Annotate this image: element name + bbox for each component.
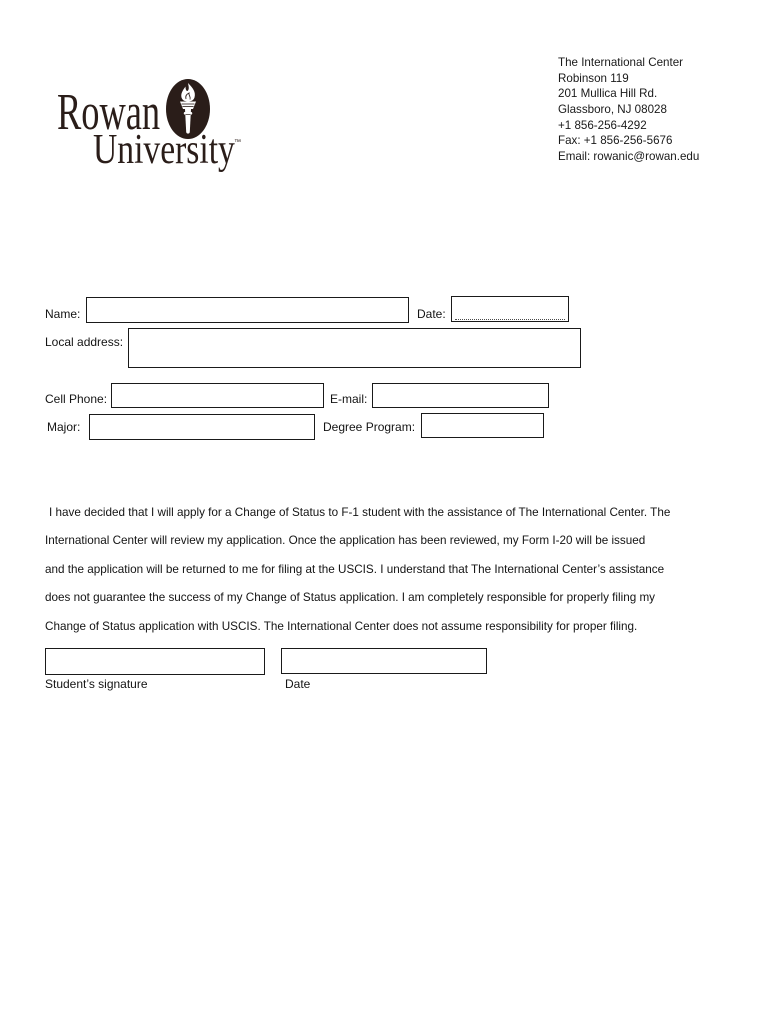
address-line-fax: Fax: +1 856-256-5676 [558,134,673,148]
statement-line: International Center will review my application. Once the application has been reviewed, my Form I-20 will be issued [45,534,646,548]
student-signature-label: Student’s signature [45,677,148,691]
address-line-street: 201 Mullica Hill Rd. [558,87,658,101]
signature-date-label: Date [285,677,311,691]
logo-wordmark-rowan: Rowan [57,84,161,141]
local-address-label: Local address: [45,335,124,349]
degree-program-field[interactable] [421,413,544,438]
email-label: E-mail: [330,392,368,406]
student-signature-field[interactable] [45,648,265,675]
date-field[interactable] [451,296,569,322]
address-line-phone: +1 856-256-4292 [558,118,647,132]
address-line-office: The International Center [558,56,684,69]
date-label: Date: [417,307,446,321]
statement-line: Change of Status application with USCIS. The International Center does not assume responsibility for proper filing. [45,619,638,633]
name-field[interactable] [86,297,409,323]
statement-line: does not guarantee the success of my Change of Status application. I am completely responsible for properly filing my [45,591,656,605]
major-field[interactable] [89,414,315,440]
logo-wordmark-university: University [93,127,235,173]
signature-date-field[interactable] [281,648,487,674]
cell-phone-label: Cell Phone: [45,392,108,406]
cell-phone-field[interactable] [111,383,324,408]
address-line-email: Email: rowanic@rowan.edu [558,150,700,164]
email-field[interactable] [372,383,549,408]
address-line-city: Glassboro, NJ 08028 [558,103,667,117]
rowan-university-logo [0,0,260,190]
statement-line: I have decided that I will apply for a Change of Status to F-1 student with the assistance of The International Center. The [49,506,671,519]
address-block [558,55,699,165]
name-label: Name: [45,307,81,321]
statement-paragraph [45,499,670,641]
address-line-room: Robinson 119 [558,71,629,85]
statement-line: and the application will be returned to me for filing at the USCIS. I understand that The International Center’s assistance [45,562,665,576]
major-label: Major: [47,420,81,434]
degree-program-label: Degree Program: [323,420,416,434]
trademark-symbol: ™ [234,139,241,146]
local-address-field[interactable] [128,328,581,368]
